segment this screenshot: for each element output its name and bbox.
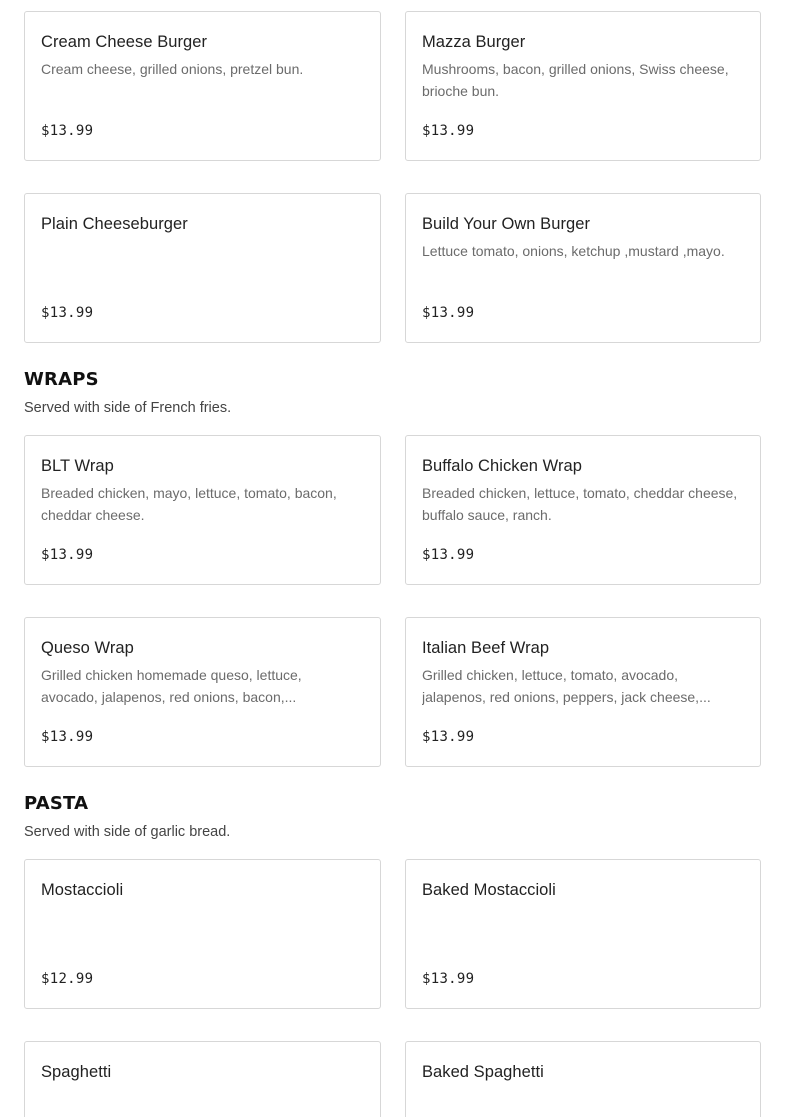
menu-item-card[interactable] [24,1041,381,1117]
item-name: Queso Wrap [41,639,134,657]
menu-item-card[interactable] [405,617,761,767]
menu-item-card[interactable] [24,11,381,161]
section-note: Served with side of garlic bread. [24,824,231,840]
wraps-grid [24,435,761,767]
section-note: Served with side of French fries. [24,400,232,416]
item-name: Italian Beef Wrap [422,639,550,657]
item-name: Plain Cheeseburger [41,215,188,233]
item-price: $13.99 [422,123,475,139]
menu-item-card[interactable] [24,435,381,585]
item-description: Grilled chicken homemade queso, lettuce, avocado, jalapenos, red onions, bacon,... [41,667,302,705]
menu-item-card[interactable] [405,193,761,343]
burgers-grid [24,11,761,343]
item-name: Mazza Burger [422,33,526,51]
item-description: Mushrooms, bacon, grilled onions, Swiss cheese, brioche bun. [422,61,729,99]
item-price: $13.99 [41,305,94,321]
menu-item-card[interactable] [405,1041,761,1117]
item-price: $13.99 [41,729,94,745]
item-name: BLT Wrap [41,457,114,475]
pasta-grid [24,859,761,1117]
item-price: $13.99 [41,123,94,139]
item-price: $13.99 [41,547,94,563]
item-price: $13.99 [422,547,475,563]
menu-item-card[interactable] [24,617,381,767]
pasta-section [24,793,761,1117]
menu-item-card[interactable] [24,193,381,343]
menu-page [24,11,761,1117]
item-name: Cream Cheese Burger [41,33,208,51]
item-description: Breaded chicken, mayo, lettuce, tomato, bacon, cheddar cheese. [41,485,337,523]
item-description: Lettuce tomato, onions, ketchup ,mustard ,mayo. [422,243,725,259]
item-price: $13.99 [422,729,475,745]
item-name: Mostaccioli [41,881,124,899]
menu-item-card[interactable] [405,859,761,1009]
menu-item-card[interactable] [405,435,761,585]
item-name: Spaghetti [41,1063,112,1081]
item-description: Breaded chicken, lettuce, tomato, cheddar cheese, buffalo sauce, ranch. [422,485,738,523]
item-description: Cream cheese, grilled onions, pretzel bun. [41,61,304,77]
item-name: Build Your Own Burger [422,215,590,233]
wraps-section [24,369,761,767]
item-name: Buffalo Chicken Wrap [422,457,582,475]
item-price: $12.99 [41,971,94,987]
section-title: WRAPS [24,369,99,390]
item-description: Grilled chicken, lettuce, tomato, avocado, jalapenos, red onions, peppers, jack cheese,... [422,667,711,705]
item-price: $13.99 [422,305,475,321]
item-name: Baked Mostaccioli [422,881,556,899]
menu-item-card[interactable] [405,11,761,161]
section-title: PASTA [24,793,89,814]
item-name: Baked Spaghetti [422,1063,544,1081]
item-price: $13.99 [422,971,475,987]
menu-item-card[interactable] [24,859,381,1009]
